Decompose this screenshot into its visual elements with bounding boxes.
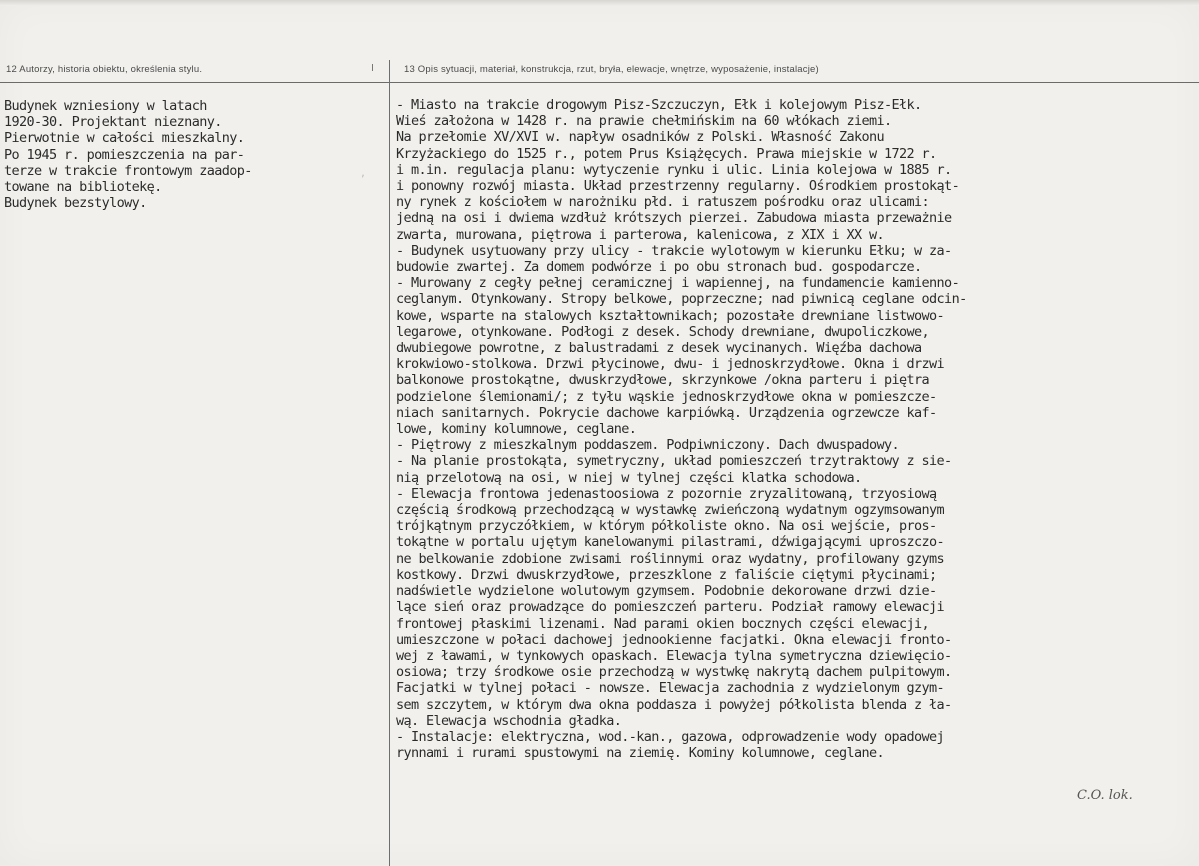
- header-label-left: 12 Autorzy, historia obiektu, określenia stylu.: [6, 64, 203, 75]
- header-label-right: 13 Opis sytuacji, materiał, konstrukcja, rzut, bryła, elewacje, wnętrze, wyposażenie, instalacje): [404, 64, 819, 75]
- right_column-line: lące sień oraz prowadzące do pomieszczeń parteru. Podział ramowy elewacji: [396, 599, 945, 616]
- right_column-line: - Budynek usytuowany przy ulicy - trakcie wylotowym w kierunku Ełku; w za-: [396, 242, 952, 259]
- right_column-line: osiowa; trzy środkowe osie przechodzą w wystwkę nakrytą dachem pulpitowym.: [396, 664, 952, 681]
- right_column-line: ceglanym. Otynkowany. Stropy belkowe, poprzeczne; nad piwnicą ceglane odcin-: [396, 291, 967, 308]
- right_column-line: podzielone ślemionami/; z tyłu wąskie jednoskrzydłowe okna w pomieszcze-: [396, 388, 937, 405]
- right_column-line: umieszczone w połaci dachowej jednookienne facjatki. Okna elewacji fronto-: [396, 631, 952, 648]
- right_column-line: ny rynek z kościołem w narożniku płd. i ratuszem pośrodku oraz ulicami:: [396, 194, 930, 211]
- left_column-line: terze w trakcie frontowym zaadop-: [4, 162, 252, 179]
- right_column-line: balkonowe prostokątne, dwuskrzydłowe, skrzynkowe /okna parteru i piętra: [396, 372, 930, 389]
- header-rule: [0, 82, 1199, 83]
- right_column-line: i ponowny rozwój miasta. Układ przestrzenny regularny. Ośrodkiem prostokąt-: [396, 178, 960, 195]
- right_column-line: budowie zwartej. Za domem podwórze i po obu stronach bud. gospodarcze.: [396, 259, 922, 276]
- right_column-line: i m.in. regulacja planu: wytyczenie rynku i ulic. Linia kolejowa w 1885 r.: [396, 161, 952, 178]
- column-divider: [389, 60, 390, 866]
- right_column-line: trójkątnym przyczółkiem, w którym półkoliste okno. Na osi wejście, pros-: [396, 518, 937, 535]
- right_column-line: wej z ławami, w tynkowych opaskach. Elewacja tylna symetryczna dziewięcio-: [396, 647, 952, 664]
- left_column-line: Budynek wzniesiony w latach: [4, 98, 207, 114]
- right_column-line: rynnami i rurami spustowymi na ziemię. Kominy kolumnowe, ceglane.: [396, 745, 884, 762]
- left-column-text: [4, 98, 252, 211]
- right_column-line: Wieś założona w 1428 r. na prawie chełmińskim na 60 włókach ziemi.: [396, 113, 892, 130]
- right_column-line: nadświetle wydzielone wolutowym gzymsem. Podobnie dekorowane drzwi dzie-: [396, 583, 937, 600]
- right_column-line: - Elewacja frontowa jedenastoosiowa z pozornie zryzalitowaną, trzyosiową: [396, 485, 937, 502]
- right_column-line: Krzyżackiego do 1525 r., potem Prus Książęcych. Prawa miejskie w 1722 r.: [396, 145, 937, 162]
- right_column-line: krokwiowo-stolkowa. Drzwi płycinowe, dwu- i jednoskrzydłowe. Okna i drzwi: [396, 356, 945, 373]
- right_column-line: częścią środkową przechodzącą w wystawkę zwieńczoną wydatnym ogzymsowanym: [396, 502, 945, 519]
- left_column-line: 1920-30. Projektant nieznany.: [4, 114, 222, 131]
- left_column-line: Po 1945 r. pomieszczenia na par-: [4, 146, 245, 163]
- right_column-line: kowe, wsparte na stalowych kształtownikach; pozostałe drewniane listwowo-: [396, 307, 945, 324]
- right_column-line: - Piętrowy z mieszkalnym poddaszem. Podpiwniczony. Dach dwuspadowy.: [396, 437, 900, 454]
- handwritten-note: C.O. lok.: [1077, 788, 1133, 803]
- right_column-line: Facjatki w tylnej połaci - nowsze. Elewacja zachodnia z wydzielonym gzym-: [396, 680, 945, 697]
- right-column-text: [396, 97, 967, 761]
- right_column-line: - Na planie prostokąta, symetryczny, układ pomieszczeń trzytraktowy z sie-: [396, 453, 952, 470]
- sheet-top-edge: [0, 0, 1199, 6]
- left_column-line: Pierwotnie w całości mieszkalny.: [4, 130, 245, 147]
- left_column-line: Budynek bezstylowy.: [4, 195, 147, 212]
- right_column-line: dwubiegowe powrotne, z balustradami z desek wycinanych. Więźba dachowa: [396, 340, 922, 357]
- right_column-line: kostkowy. Drzwi dwuskrzydłowe, przeszklone z faliście ciętymi płycinami;: [396, 566, 937, 583]
- right_column-line: Na przełomie XV/XVI w. napływ osadników z Polski. Własność Zakonu: [396, 129, 884, 146]
- right_column-line: ne belkowanie zdobione zwisami roślinnymi oraz wydatny, profilowany gzyms: [396, 550, 945, 567]
- right_column-line: nią przelotową na osi, w niej w tylnej części klatka schodowa.: [396, 469, 862, 486]
- right_column-line: tokątne w portalu ujętym kanelowanymi pilastrami, dźwigającymi uproszczo-: [396, 534, 945, 551]
- right_column-line: legarowe, otynkowane. Podłogi z desek. Schody drewniane, dwupoliczkowe,: [396, 323, 930, 340]
- right_column-line: wą. Elewacja wschodnia gładka.: [396, 712, 622, 729]
- right_column-line: jedną na osi i dwiema wzdłuż krótszych pierzei. Zabudowa miasta przeważnie: [396, 210, 952, 227]
- right_column-line: - Instalacje: elektryczna, wod.-kan., gazowa, odprowadzenie wody opadowej: [396, 728, 945, 745]
- right_column-line: frontowej płaskimi lizenami. Nad parami okien bocznych części elewacji,: [396, 615, 930, 632]
- left_column-line: towane na bibliotekę.: [4, 179, 162, 196]
- right_column-line: - Murowany z cegły pełnej ceramicznej i wapiennej, na fundamencie kamienno-: [396, 275, 960, 292]
- right_column-line: lowe, kominy kolumnowe, ceglane.: [396, 421, 637, 438]
- margin-mark: ,: [360, 168, 367, 179]
- right_column-line: zwarta, murowana, piętrowa i parterowa, kalenicowa, z XIX i XX w.: [396, 226, 884, 243]
- right_column-line: niach sanitarnych. Pokrycie dachowe karpiówką. Urządzenia ogrzewcze kaf-: [396, 404, 937, 421]
- right_column-line: sem szczytem, w którym dwa okna poddasza i powyżej półkolista blenda z ła-: [396, 696, 952, 713]
- right_column-line: - Miasto na trakcie drogowym Pisz-Szczuczyn, Ełk i kolejowym Pisz-Ełk.: [396, 97, 922, 113]
- header-tick: [372, 64, 373, 71]
